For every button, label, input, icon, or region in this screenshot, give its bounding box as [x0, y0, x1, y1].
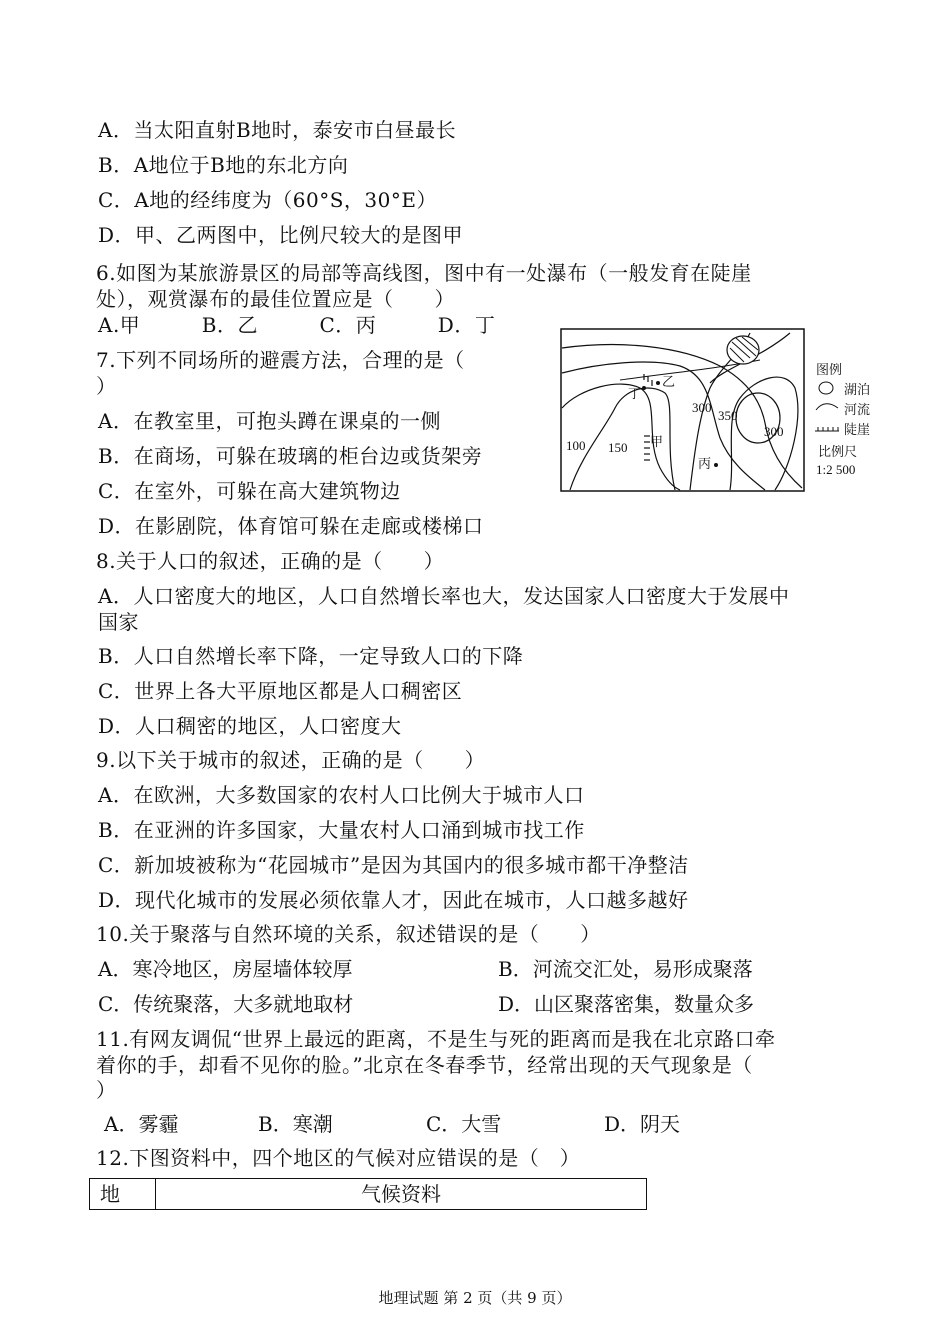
- question-6-options: A.甲 B．乙 C．丙 D．丁: [98, 313, 496, 337]
- option-7a: A．在教室里，可抱头蹲在课桌的一侧: [98, 409, 441, 433]
- option-9b: B．在亚洲的许多国家，大量农村人口涌到城市找工作: [98, 818, 585, 842]
- contour-map: [560, 328, 880, 493]
- table-header-region: 地: [90, 1179, 156, 1209]
- question-8: 8.关于人口的叙述，正确的是（ ）: [96, 549, 445, 573]
- point-yi: [656, 381, 660, 385]
- contour-label-350: 350: [718, 408, 738, 423]
- label-yi: 乙: [662, 374, 676, 389]
- legend-lake-icon: [819, 382, 833, 394]
- question-11-line3: ）: [96, 1078, 117, 1102]
- scale-title: 比例尺: [818, 444, 858, 459]
- legend-lake-label: 湖泊: [844, 382, 871, 397]
- question-12: 12.下图资料中，四个地区的气候对应错误的是（ ）: [96, 1146, 581, 1170]
- option-5a: A．当太阳直射B地时，泰安市白昼最长: [98, 118, 457, 142]
- question-9: 9.以下关于城市的叙述，正确的是（ ）: [96, 748, 486, 772]
- label-ding: 丁: [628, 386, 642, 401]
- legend-title: 图例: [816, 362, 843, 377]
- option-11a: A．雾霾: [104, 1112, 179, 1136]
- option-8c: C．世界上各大平原地区都是人口稠密区: [98, 679, 463, 703]
- option-5c: C．A地的经纬度为（60°S，30°E）: [98, 188, 437, 212]
- label-bing: 丙: [698, 456, 712, 471]
- question-11-line2: 着你的手，却看不见你的脸。”北京在冬春季节，经常出现的天气现象是（: [96, 1053, 753, 1077]
- option-7d: D．在影剧院，体育馆可躲在走廊或楼梯口: [98, 514, 484, 538]
- question-10: 10.关于聚落与自然环境的关系，叙述错误的是（ ）: [96, 922, 601, 946]
- contour-label-150: 150: [608, 440, 628, 455]
- map-frame: [561, 329, 804, 491]
- option-10a: A．寒冷地区，房屋墙体较厚: [98, 957, 353, 981]
- option-9a: A．在欧洲，大多数国家的农村人口比例大于城市人口: [98, 783, 585, 807]
- option-5b: B．A地位于B地的东北方向: [98, 153, 349, 177]
- option-9d: D．现代化城市的发展必须依靠人才，因此在城市，人口越多越好: [98, 888, 689, 912]
- question-7-line1: 7.下列不同场所的避震方法，合理的是（: [96, 348, 465, 372]
- question-11-line1: 11.有网友调侃“世界上最远的距离，不是生与死的距离而是我在北京路口牵: [96, 1027, 776, 1051]
- option-11c: C．大雪: [426, 1112, 502, 1136]
- option-8a-line2: 国家: [98, 610, 139, 634]
- contour-label-100: 100: [566, 438, 586, 453]
- legend-river-icon: [816, 404, 838, 410]
- point-ding: [642, 386, 646, 390]
- point-bing: [714, 463, 718, 467]
- legend-river-label: 河流: [844, 402, 871, 417]
- option-7c: C．在室外，可躲在高大建筑物边: [98, 479, 401, 503]
- page-footer: 地理试题 第 2 页（共 9 页）: [378, 1289, 572, 1307]
- option-10b: B．河流交汇处，易形成聚落: [498, 957, 753, 981]
- option-9c: C．新加坡被称为“花园城市”是因为其国内的很多城市都干净整洁: [98, 853, 689, 877]
- option-11d: D．阴天: [604, 1112, 681, 1136]
- table-header-climate: 气候资料: [361, 1182, 441, 1206]
- contour-label-300b: 300: [764, 424, 784, 439]
- question-6-line1: 6.如图为某旅游景区的局部等高线图，图中有一处瀑布（一般发育在陡崖: [96, 261, 752, 285]
- legend-cliff-icon: [815, 427, 839, 431]
- label-jia: 甲: [650, 434, 664, 449]
- scale-value: 1:2 500: [816, 462, 856, 477]
- option-10d: D．山区聚落密集，数量众多: [498, 992, 755, 1016]
- contour-label-300a: 300: [692, 400, 712, 415]
- climate-table: [89, 1178, 647, 1210]
- option-8d: D．人口稠密的地区，人口密度大: [98, 714, 402, 738]
- option-10c: C．传统聚落，大多就地取材: [98, 992, 354, 1016]
- legend-cliff-label: 陡崖: [844, 422, 871, 437]
- option-8a-line1: A．人口密度大的地区，人口自然增长率也大，发达国家人口密度大于发展中: [98, 584, 790, 608]
- option-8b: B．人口自然增长率下降，一定导致人口的下降: [98, 644, 524, 668]
- option-7b: B．在商场，可躲在玻璃的柜台边或货架旁: [98, 444, 483, 468]
- option-11b: B．寒潮: [258, 1112, 333, 1136]
- option-5d: D．甲、乙两图中，比例尺较大的是图甲: [98, 223, 464, 247]
- question-7-line2: ）: [96, 374, 117, 398]
- question-6-line2: 处），观赏瀑布的最佳位置应是（ ）: [96, 287, 455, 311]
